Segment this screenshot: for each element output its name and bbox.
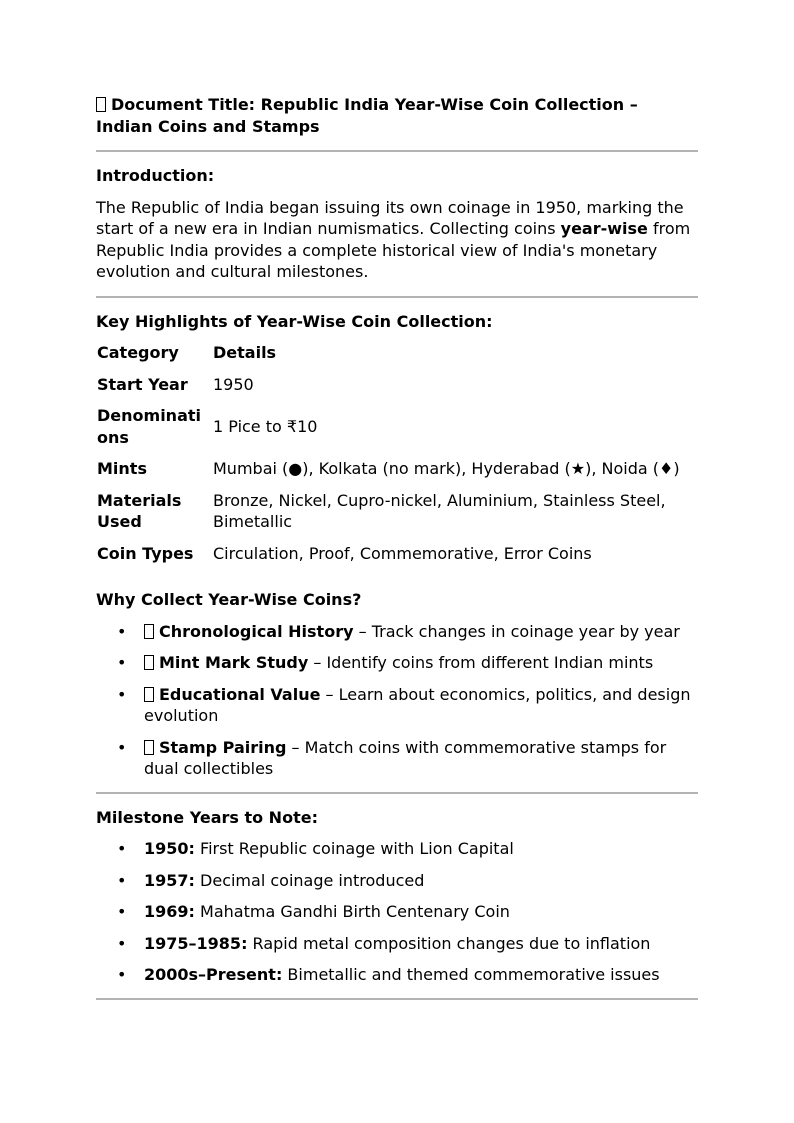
table-row bbox=[96, 533, 698, 565]
row-details: Mumbai (●), Kolkata (no mark), Hyderabad (★), Noida (♦) bbox=[213, 459, 680, 478]
table-row bbox=[96, 448, 698, 480]
column-header-category: Category bbox=[97, 343, 179, 362]
bullet-icon: • bbox=[117, 870, 127, 890]
bullet-icon: • bbox=[117, 737, 127, 757]
missing-glyph-icon bbox=[144, 740, 154, 755]
milestones-heading: Milestone Years to Note: bbox=[96, 807, 318, 827]
row-details: 1 Pice to ₹10 bbox=[213, 416, 318, 436]
divider bbox=[96, 792, 698, 794]
milestones-section bbox=[96, 807, 698, 986]
table-row bbox=[96, 395, 698, 448]
list-item: • 1969: Mahatma Gandhi Birth Centenary Coin bbox=[117, 902, 510, 921]
why-collect-list bbox=[96, 621, 698, 780]
row-category: Denominati ons bbox=[97, 406, 201, 447]
table-row bbox=[96, 364, 698, 396]
missing-glyph-icon bbox=[144, 624, 154, 639]
list-item: • 1975–1985: Rapid metal composition changes due to inflation bbox=[117, 933, 651, 953]
row-category: Mints bbox=[97, 459, 147, 478]
list-item: • Stamp Pairing – Match coins with commemorative stamps for dual collectibles bbox=[117, 737, 667, 778]
divider bbox=[96, 150, 698, 152]
missing-glyph-icon bbox=[144, 655, 154, 670]
introduction-heading: Introduction: bbox=[96, 166, 215, 185]
row-details: Bronze, Nickel, Cupro-nickel, Aluminium, Stainless Steel, Bimetallic bbox=[213, 490, 666, 531]
divider bbox=[96, 998, 698, 1000]
highlights-heading: Key Highlights of Year-Wise Coin Collection: bbox=[96, 311, 493, 331]
introduction-text: The Republic of India began issuing its own coinage in 1950, marking the start of a new era in Indian numismatics. Collecting coins year-wise from Republic India provides a complete historical view of India's monetary evolution and cultural milestones. bbox=[96, 197, 691, 281]
table-row bbox=[96, 480, 698, 533]
divider bbox=[96, 296, 698, 298]
row-category: Coin Types bbox=[97, 543, 194, 563]
bullet-icon: • bbox=[117, 902, 127, 921]
list-item: • 1957: Decimal coinage introduced bbox=[117, 870, 425, 890]
document-title: Document Title: Republic India Year-Wise Coin Collection – Indian Coins and Stamps bbox=[96, 95, 638, 136]
bullet-icon: • bbox=[117, 653, 127, 672]
list-item: • Chronological History – Track changes in coinage year by year bbox=[117, 621, 680, 641]
highlights-table bbox=[96, 342, 698, 564]
row-details: Circulation, Proof, Commemorative, Error Coins bbox=[213, 543, 592, 563]
missing-glyph-icon bbox=[144, 687, 154, 702]
milestones-list bbox=[96, 838, 698, 986]
row-category: Materials Used bbox=[97, 490, 182, 531]
row-category: Start Year bbox=[97, 374, 188, 394]
highlights-section bbox=[96, 311, 698, 565]
bullet-icon: • bbox=[117, 933, 127, 953]
list-item: • 1950: First Republic coinage with Lion Capital bbox=[117, 839, 514, 858]
row-details: 1950 bbox=[213, 374, 254, 394]
why-collect-heading: Why Collect Year-Wise Coins? bbox=[96, 590, 362, 609]
missing-glyph-icon bbox=[96, 97, 106, 112]
why-collect-section bbox=[96, 589, 698, 780]
bullet-icon: • bbox=[117, 684, 127, 704]
column-header-details: Details bbox=[213, 343, 277, 362]
list-item: • Educational Value – Learn about economics, politics, and design evolution bbox=[117, 684, 691, 725]
introduction-section bbox=[96, 165, 698, 283]
bullet-icon: • bbox=[117, 839, 127, 858]
bullet-icon: • bbox=[117, 621, 127, 641]
bullet-icon: • bbox=[117, 965, 127, 984]
list-item: • 2000s–Present: Bimetallic and themed commemorative issues bbox=[117, 965, 660, 984]
list-item: • Mint Mark Study – Identify coins from different Indian mints bbox=[117, 653, 654, 672]
table-header-row bbox=[96, 342, 698, 364]
